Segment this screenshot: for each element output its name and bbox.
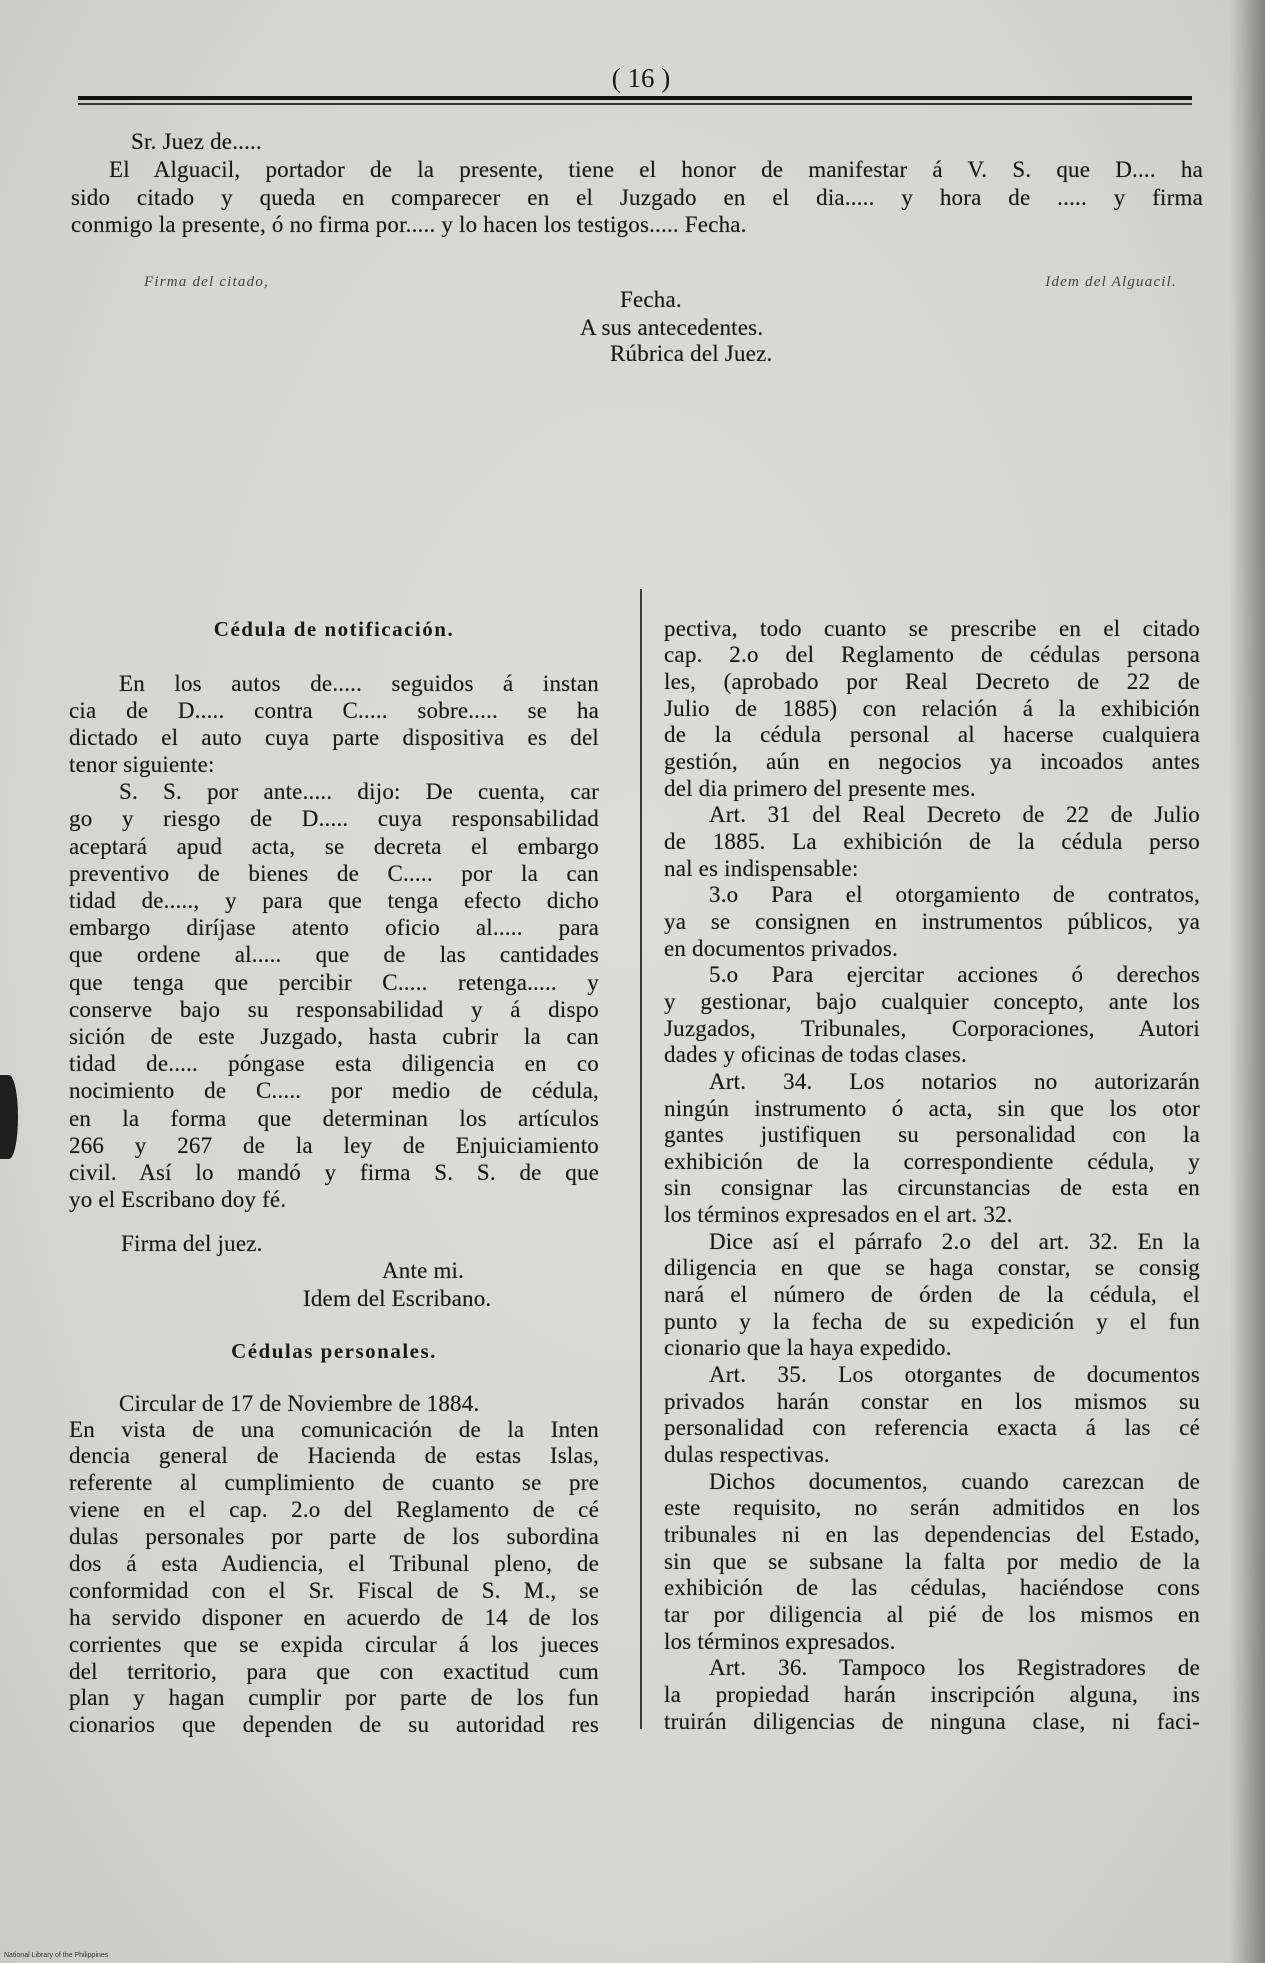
text-line: este requisito, no serán admitidos en los: [664, 1495, 1200, 1521]
text-line: dulas respectivas.: [664, 1442, 830, 1468]
text-line: truirán diligencias de ninguna clase, ni faci-: [664, 1708, 1200, 1734]
text-line: los términos expresados.: [664, 1628, 896, 1654]
circular-paragraph: [69, 1417, 599, 1740]
page-number: ( 16 ): [611, 63, 671, 93]
paragraph: [69, 670, 599, 779]
text-line: que tenga que percibir C..... retenga..... y: [69, 969, 599, 995]
text-line: dos á esta Audiencia, el Tribunal pleno, de: [69, 1550, 599, 1576]
text-line: Dice así el párrafo 2.o del art. 32. En la: [709, 1228, 1200, 1254]
text-line: tar por diligencia al pié de los mismos en: [664, 1601, 1200, 1627]
text-line: exhibición de las cédulas, haciéndose cons: [664, 1575, 1200, 1601]
text-line: los términos expresados en el art. 32.: [664, 1202, 1013, 1228]
text-line: y gestionar, bajo cualquier concepto, ante los: [664, 988, 1200, 1014]
decree-judge-rubric: Rúbrica del Juez.: [610, 341, 773, 366]
text-line: El Alguacil, portador de la presente, tiene el honor de manifestar á V. S. que D.... ha: [109, 157, 1203, 182]
text-line: cionario que la haya expedido.: [664, 1335, 952, 1361]
text-line: embargo diríjase atento oficio al..... para: [69, 915, 599, 941]
text-line: 3.o Para el otorgamiento de contratos,: [709, 882, 1200, 908]
paragraph: [664, 1229, 1200, 1362]
text-line: ya se consignen en instrumentos públicos, ya: [664, 908, 1200, 934]
text-line: en la forma que determinan los artículos: [69, 1105, 599, 1131]
text-line: del dia primero del presente mes.: [664, 775, 976, 801]
text-line: En vista de una comunicación de la Inten: [69, 1416, 599, 1442]
text-line: nal es indispensable:: [664, 855, 859, 881]
right-column: [664, 616, 1200, 1736]
text-line: conformidad con el Sr. Fiscal de S. M., se: [69, 1577, 599, 1603]
text-line: del territorio, para que con exactitud cum: [69, 1658, 599, 1684]
text-line: nará el número de órden de la cédula, el: [664, 1282, 1200, 1308]
text-line: sido citado y queda en comparecer en el Juzgado en el dia..... y hora de ..... y firma: [71, 184, 1203, 210]
text-line: cap. 2.o del Reglamento de cédulas persona: [664, 642, 1200, 668]
text-line: tenor siguiente:: [69, 752, 215, 778]
text-line: go y riesgo de D..... cuya responsabilidad: [69, 806, 599, 832]
text-line: gantes justifiquen su personalidad con la: [664, 1122, 1200, 1148]
text-line: tidad de....., y para que tenga efecto dicho: [69, 888, 599, 913]
column-divider: [640, 589, 642, 1729]
text-line: conmigo la presente, ó no firma por..... y lo hacen los testigos..... Fecha.: [71, 212, 747, 238]
circular-date: Circular de 17 de Noviembre de 1884.: [119, 1390, 480, 1416]
paragraph: [664, 1655, 1200, 1735]
clerk-signature: Idem del Escribano.: [303, 1286, 492, 1311]
text-line: civil. Así lo mandó y firma S. S. de que: [69, 1159, 599, 1185]
footer-credit: National Library of the Philippines: [4, 1952, 109, 1959]
header-rule-thin: [78, 103, 1192, 105]
text-line: de 1885. La exhibición de la cédula perso: [664, 828, 1200, 854]
text-line: corrientes que se expida circular á los jueces: [69, 1631, 599, 1657]
paragraph: [69, 778, 599, 1213]
text-line: exhibición de la correspondiente cédula, y: [664, 1148, 1200, 1174]
text-line: punto y la fecha de su expedición y el fun: [664, 1308, 1200, 1334]
scan-edge-shadow: [1230, 0, 1265, 1963]
decree-remit: A sus antecedentes.: [580, 315, 764, 340]
text-line: aceptará apud acta, se decreta el embargo: [69, 833, 599, 859]
paragraph: [664, 962, 1200, 1069]
text-line: la propiedad harán inscripción alguna, ins: [664, 1681, 1200, 1707]
text-line: 266 y 267 de la ley de Enjuiciamiento: [69, 1132, 599, 1158]
paragraph: [664, 882, 1200, 962]
text-line: diligencia en que se haga constar, se consig: [664, 1255, 1200, 1281]
text-line: 5.o Para ejercitar acciones ó derechos: [709, 962, 1200, 988]
text-line: tidad de..... póngase esta diligencia en co: [69, 1051, 599, 1077]
text-line: ha servido disponer en acuerdo de 14 de los: [69, 1604, 599, 1630]
text-line: les, (aprobado por Real Decreto de 22 de: [664, 669, 1200, 694]
text-line: conserve bajo su responsabilidad y á dispo: [69, 996, 599, 1022]
text-line: en documentos privados.: [664, 935, 898, 961]
text-line: Art. 31 del Real Decreto de 22 de Julio: [709, 802, 1200, 828]
citation-body: [71, 156, 1203, 239]
text-line: nocimiento de C..... por medio de cédula,: [69, 1078, 599, 1104]
text-line: viene en el cap. 2.o del Reglamento de cé: [69, 1497, 599, 1523]
text-line: Dichos documentos, cuando carezcan de: [709, 1468, 1200, 1494]
text-line: yo el Escribano doy fé.: [69, 1187, 287, 1213]
text-line: S. S. por ante..... dijo: De cuenta, car: [119, 779, 599, 805]
text-line: En los autos de..... seguidos á instan: [119, 670, 599, 696]
text-line: gestión, aún en negocios ya incoados antes: [664, 748, 1200, 774]
notification-heading: Cédula de notificación.: [213, 617, 455, 641]
signature-bailiff: Idem del Alguacil.: [1045, 274, 1177, 290]
text-line: pectiva, todo cuanto se prescribe en el citado: [664, 615, 1200, 641]
notification-text: [69, 670, 599, 1214]
text-line: cionarios que dependen de su autoridad res: [69, 1712, 599, 1738]
text-line: preventivo de bienes de C..... por la can: [69, 860, 599, 886]
text-line: ningún instrumento ó acta, sin que los otor: [664, 1095, 1200, 1121]
text-line: sin consignar las circunstancias de esta en: [664, 1175, 1200, 1201]
text-line: Juzgados, Tribunales, Corporaciones, Autori: [664, 1015, 1200, 1041]
text-line: de la cédula personal al hacerse cualquiera: [664, 722, 1200, 748]
text-line: referente al cumplimiento de cuanto se pre: [69, 1470, 599, 1496]
before-me-line: Ante mi.: [382, 1258, 465, 1283]
signature-cited: Firma del citado,: [144, 274, 269, 290]
paragraph: [664, 1362, 1200, 1469]
paragraph: [664, 616, 1200, 803]
text-line: sición de este Juzgado, hasta cubrir la can: [69, 1023, 599, 1049]
text-line: cia de D..... contra C..... sobre..... se ha: [69, 697, 599, 723]
paragraph: [664, 1469, 1200, 1656]
text-line: dictado el auto cuya parte dispositiva es del: [69, 724, 599, 750]
judge-signature: Firma del juez.: [121, 1231, 263, 1256]
text-line: dencia general de Hacienda de estas Islas,: [69, 1443, 599, 1469]
text-line: personalidad con referencia exacta á las cé: [664, 1415, 1200, 1441]
paragraph: [664, 1069, 1200, 1229]
text-line: dulas personales por parte de los subordina: [69, 1524, 599, 1550]
text-line: sin que se subsane la falta por medio de la: [664, 1548, 1200, 1574]
text-line: que ordene al..... que de las cantidades: [69, 942, 599, 968]
addressee-line: Sr. Juez de.....: [131, 129, 262, 154]
decree-date: Fecha.: [620, 287, 682, 312]
text-line: Art. 36. Tampoco los Registradores de: [709, 1655, 1200, 1681]
text-line: Art. 35. Los otorgantes de documentos: [709, 1362, 1200, 1388]
text-line: tribunales ni en las dependencias del Estado,: [664, 1522, 1200, 1547]
text-line: plan y hagan cumplir por parte de los fun: [69, 1685, 599, 1711]
text-line: Julio de 1885) con relación á la exhibición: [664, 695, 1200, 721]
text-line: dades y oficinas de todas clases.: [664, 1042, 967, 1068]
text-line: privados harán constar en los mismos su: [664, 1388, 1200, 1414]
binding-hole: [0, 1075, 18, 1159]
text-line: Art. 34. Los notarios no autorizarán: [709, 1068, 1200, 1094]
header-rule: [78, 96, 1192, 100]
paragraph: [664, 802, 1200, 882]
personal-cedulas-heading: Cédulas personales.: [231, 1339, 437, 1363]
